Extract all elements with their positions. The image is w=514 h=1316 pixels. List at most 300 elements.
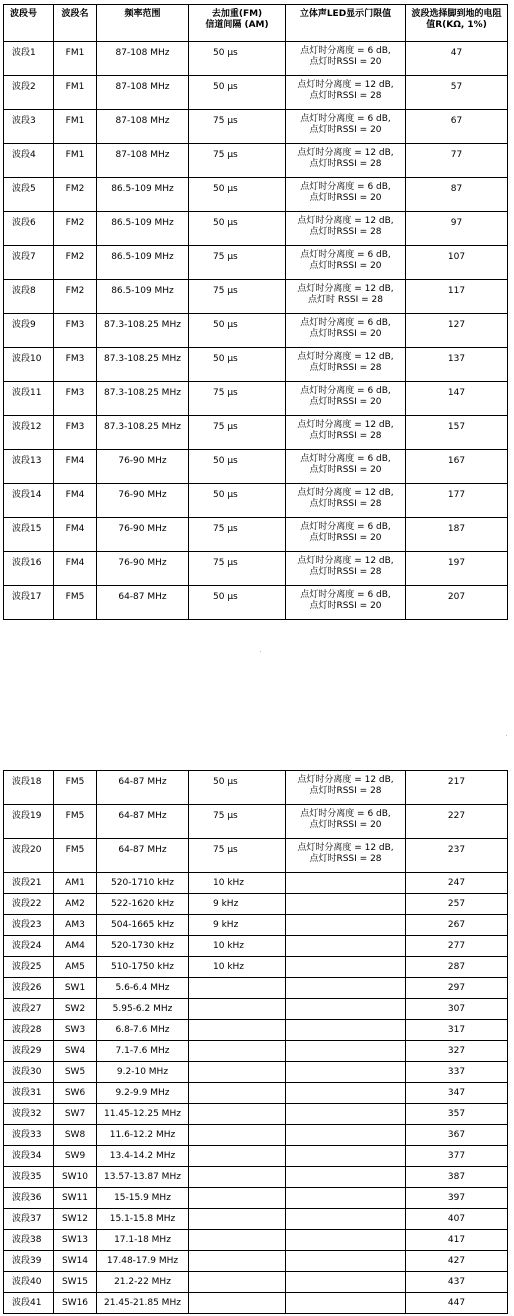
led-line2: 点灯时RSSI = 28 <box>309 567 382 577</box>
cell-band-name: SW7 <box>54 1104 97 1125</box>
cell-resistor: 77 <box>406 144 508 178</box>
cell-stereo-led <box>286 1167 406 1188</box>
table-row <box>4 518 508 552</box>
cell-band-no: 波段1 <box>4 42 54 76</box>
cell-freq-range: 87-108 MHz <box>97 42 189 76</box>
cell-resistor: 257 <box>406 894 508 915</box>
led-line1: 点灯时分离度 = 12 dB, <box>297 843 394 853</box>
cell-resistor: 127 <box>406 314 508 348</box>
cell-band-no: 波段19 <box>4 805 54 839</box>
cell-resistor: 317 <box>406 1020 508 1041</box>
cell-freq-range: 76-90 MHz <box>97 518 189 552</box>
cell-freq-range: 11.45-12.25 MHz <box>97 1104 189 1125</box>
cell-emphasis: 75 μs <box>189 144 286 178</box>
led-line2: 点灯时RSSI = 20 <box>309 193 382 203</box>
table-row <box>4 873 508 894</box>
cell-resistor: 447 <box>406 1293 508 1314</box>
cell-band-no: 波段17 <box>4 586 54 620</box>
cell-resistor: 167 <box>406 450 508 484</box>
cell-resistor: 387 <box>406 1167 508 1188</box>
led-line1: 点灯时分离度 = 6 dB, <box>300 809 391 819</box>
led-line1: 点灯时分离度 = 12 dB, <box>297 488 394 498</box>
cell-band-name: SW14 <box>54 1251 97 1272</box>
cell-freq-range: 86.5-109 MHz <box>97 280 189 314</box>
cell-emphasis <box>189 1125 286 1146</box>
table-row <box>4 894 508 915</box>
cell-band-name: FM5 <box>54 839 97 873</box>
table-row <box>4 416 508 450</box>
cell-freq-range: 9.2-9.9 MHz <box>97 1083 189 1104</box>
table-row <box>4 1293 508 1314</box>
header-emphasis-line2: 信道间隔 (AM) <box>205 20 269 30</box>
cell-band-no: 波段21 <box>4 873 54 894</box>
cell-stereo-led <box>286 42 406 76</box>
cell-resistor: 137 <box>406 348 508 382</box>
led-line2: 点灯时RSSI = 20 <box>309 533 382 543</box>
cell-resistor: 157 <box>406 416 508 450</box>
cell-emphasis: 50 μs <box>189 42 286 76</box>
cell-band-name: SW9 <box>54 1146 97 1167</box>
cell-emphasis: 75 μs <box>189 839 286 873</box>
cell-emphasis <box>189 1062 286 1083</box>
cell-stereo-led <box>286 1230 406 1251</box>
cell-emphasis <box>189 1041 286 1062</box>
cell-resistor: 217 <box>406 771 508 805</box>
led-line1: 点灯时分离度 = 6 dB, <box>300 318 391 328</box>
table-row <box>4 936 508 957</box>
cell-stereo-led <box>286 1293 406 1314</box>
cell-stereo-led <box>286 999 406 1020</box>
cell-freq-range: 87.3-108.25 MHz <box>97 416 189 450</box>
cell-freq-range: 13.4-14.2 MHz <box>97 1146 189 1167</box>
cell-resistor: 357 <box>406 1104 508 1125</box>
header-emphasis <box>189 5 286 42</box>
cell-stereo-led <box>286 314 406 348</box>
header-band-name: 波段名 <box>54 5 97 42</box>
table-row <box>4 999 508 1020</box>
cell-stereo-led <box>286 978 406 999</box>
cell-emphasis <box>189 999 286 1020</box>
cell-resistor: 377 <box>406 1146 508 1167</box>
cell-emphasis: 50 μs <box>189 586 286 620</box>
cell-resistor: 87 <box>406 178 508 212</box>
page-speck <box>506 735 507 736</box>
led-line1: 点灯时分离度 = 6 dB, <box>300 590 391 600</box>
cell-band-name: AM3 <box>54 915 97 936</box>
cell-emphasis <box>189 1272 286 1293</box>
table-row <box>4 1125 508 1146</box>
cell-emphasis <box>189 978 286 999</box>
cell-band-name: SW15 <box>54 1272 97 1293</box>
led-line2: 点灯时RSSI = 20 <box>309 601 382 611</box>
cell-band-name: SW11 <box>54 1188 97 1209</box>
cell-band-name: SW10 <box>54 1167 97 1188</box>
cell-stereo-led <box>286 936 406 957</box>
cell-freq-range: 64-87 MHz <box>97 839 189 873</box>
led-line1: 点灯时分离度 = 6 dB, <box>300 250 391 260</box>
led-line1: 点灯时分离度 = 12 dB, <box>297 80 394 90</box>
cell-emphasis <box>189 1251 286 1272</box>
page-speck <box>260 651 261 652</box>
band-table-part1 <box>3 4 508 620</box>
cell-emphasis: 75 μs <box>189 805 286 839</box>
cell-band-name: SW2 <box>54 999 97 1020</box>
led-line1: 点灯时分离度 = 12 dB, <box>297 284 394 294</box>
cell-emphasis: 9 kHz <box>189 894 286 915</box>
cell-band-no: 波段22 <box>4 894 54 915</box>
cell-band-name: FM5 <box>54 586 97 620</box>
cell-band-name: FM2 <box>54 178 97 212</box>
table-row <box>4 484 508 518</box>
cell-stereo-led <box>286 212 406 246</box>
cell-resistor: 437 <box>406 1272 508 1293</box>
table-row <box>4 957 508 978</box>
cell-freq-range: 64-87 MHz <box>97 771 189 805</box>
cell-resistor: 267 <box>406 915 508 936</box>
led-line1: 点灯时分离度 = 12 dB, <box>297 420 394 430</box>
cell-resistor: 177 <box>406 484 508 518</box>
header-resistor-line1: 波段选择脚到地的电阻 <box>411 9 502 19</box>
cell-freq-range: 17.1-18 MHz <box>97 1230 189 1251</box>
cell-band-no: 波段5 <box>4 178 54 212</box>
cell-stereo-led <box>286 1041 406 1062</box>
cell-stereo-led <box>286 246 406 280</box>
led-line2: 点灯时RSSI = 28 <box>309 499 382 509</box>
cell-band-no: 波段28 <box>4 1020 54 1041</box>
header-emphasis-line1: 去加重(FM) <box>211 9 263 19</box>
cell-band-name: SW8 <box>54 1125 97 1146</box>
cell-band-no: 波段3 <box>4 110 54 144</box>
cell-resistor: 117 <box>406 280 508 314</box>
table-row <box>4 314 508 348</box>
cell-stereo-led <box>286 771 406 805</box>
cell-freq-range: 13.57-13.87 MHz <box>97 1167 189 1188</box>
cell-freq-range: 520-1710 kHz <box>97 873 189 894</box>
cell-resistor: 207 <box>406 586 508 620</box>
cell-emphasis: 50 μs <box>189 484 286 518</box>
band-table-part2 <box>3 770 508 1314</box>
cell-resistor: 47 <box>406 42 508 76</box>
cell-freq-range: 87-108 MHz <box>97 110 189 144</box>
cell-band-no: 波段9 <box>4 314 54 348</box>
led-line1: 点灯时分离度 = 6 dB, <box>300 522 391 532</box>
cell-resistor: 237 <box>406 839 508 873</box>
led-line2: 点灯时RSSI = 20 <box>309 125 382 135</box>
cell-band-name: FM5 <box>54 771 97 805</box>
cell-freq-range: 510-1750 kHz <box>97 957 189 978</box>
cell-stereo-led <box>286 1146 406 1167</box>
cell-resistor: 397 <box>406 1188 508 1209</box>
cell-stereo-led <box>286 518 406 552</box>
table-row <box>4 110 508 144</box>
cell-emphasis: 75 μs <box>189 552 286 586</box>
header-resistor <box>406 5 508 42</box>
cell-resistor: 57 <box>406 76 508 110</box>
led-line2: 点灯时RSSI = 20 <box>309 820 382 830</box>
cell-resistor: 297 <box>406 978 508 999</box>
cell-band-no: 波段34 <box>4 1146 54 1167</box>
led-line2: 点灯时RSSI = 28 <box>309 227 382 237</box>
header-stereo-led: 立体声LED显示门限值 <box>286 5 406 42</box>
cell-resistor: 67 <box>406 110 508 144</box>
led-line2: 点灯时RSSI = 20 <box>309 329 382 339</box>
cell-stereo-led <box>286 894 406 915</box>
cell-resistor: 367 <box>406 1125 508 1146</box>
cell-freq-range: 7.1-7.6 MHz <box>97 1041 189 1062</box>
header-freq-range: 频率范围 <box>97 5 189 42</box>
led-line2: 点灯时 RSSI = 28 <box>308 295 383 305</box>
cell-stereo-led <box>286 805 406 839</box>
cell-emphasis: 50 μs <box>189 178 286 212</box>
cell-emphasis: 75 μs <box>189 518 286 552</box>
table-row <box>4 552 508 586</box>
table-row <box>4 144 508 178</box>
cell-band-no: 波段30 <box>4 1062 54 1083</box>
led-line1: 点灯时分离度 = 6 dB, <box>300 454 391 464</box>
table-row <box>4 1146 508 1167</box>
cell-stereo-led <box>286 957 406 978</box>
cell-band-name: AM1 <box>54 873 97 894</box>
cell-band-name: SW6 <box>54 1083 97 1104</box>
cell-band-no: 波段13 <box>4 450 54 484</box>
led-line1: 点灯时分离度 = 6 dB, <box>300 46 391 56</box>
cell-band-name: FM1 <box>54 144 97 178</box>
cell-freq-range: 522-1620 kHz <box>97 894 189 915</box>
cell-band-no: 波段32 <box>4 1104 54 1125</box>
cell-freq-range: 520-1730 kHz <box>97 936 189 957</box>
cell-emphasis: 75 μs <box>189 382 286 416</box>
table-row <box>4 450 508 484</box>
cell-resistor: 107 <box>406 246 508 280</box>
cell-freq-range: 17.48-17.9 MHz <box>97 1251 189 1272</box>
cell-emphasis <box>189 1104 286 1125</box>
table-row <box>4 1188 508 1209</box>
cell-emphasis <box>189 1188 286 1209</box>
cell-freq-range: 87-108 MHz <box>97 76 189 110</box>
cell-freq-range: 87-108 MHz <box>97 144 189 178</box>
cell-band-no: 波段29 <box>4 1041 54 1062</box>
table-row <box>4 1209 508 1230</box>
cell-band-name: FM1 <box>54 42 97 76</box>
led-line2: 点灯时RSSI = 28 <box>309 854 382 864</box>
table-row <box>4 280 508 314</box>
cell-stereo-led <box>286 1209 406 1230</box>
table-row <box>4 805 508 839</box>
led-line1: 点灯时分离度 = 12 dB, <box>297 216 394 226</box>
cell-freq-range: 87.3-108.25 MHz <box>97 348 189 382</box>
cell-resistor: 247 <box>406 873 508 894</box>
cell-band-name: AM2 <box>54 894 97 915</box>
cell-emphasis: 50 μs <box>189 212 286 246</box>
table-row <box>4 42 508 76</box>
cell-freq-range: 21.2-22 MHz <box>97 1272 189 1293</box>
cell-band-no: 波段40 <box>4 1272 54 1293</box>
cell-band-no: 波段39 <box>4 1251 54 1272</box>
table-row <box>4 246 508 280</box>
cell-resistor: 347 <box>406 1083 508 1104</box>
cell-freq-range: 5.6-6.4 MHz <box>97 978 189 999</box>
cell-freq-range: 87.3-108.25 MHz <box>97 382 189 416</box>
cell-resistor: 147 <box>406 382 508 416</box>
cell-resistor: 197 <box>406 552 508 586</box>
cell-freq-range: 9.2-10 MHz <box>97 1062 189 1083</box>
cell-band-no: 波段31 <box>4 1083 54 1104</box>
led-line2: 点灯时RSSI = 20 <box>309 465 382 475</box>
cell-band-name: FM4 <box>54 450 97 484</box>
table-row <box>4 839 508 873</box>
cell-band-name: FM2 <box>54 212 97 246</box>
cell-stereo-led <box>286 144 406 178</box>
table-row <box>4 915 508 936</box>
table-row <box>4 178 508 212</box>
led-line2: 点灯时RSSI = 20 <box>309 397 382 407</box>
cell-band-no: 波段14 <box>4 484 54 518</box>
cell-band-no: 波段25 <box>4 957 54 978</box>
table-row <box>4 771 508 805</box>
cell-band-name: FM4 <box>54 518 97 552</box>
cell-band-no: 波段2 <box>4 76 54 110</box>
cell-freq-range: 15-15.9 MHz <box>97 1188 189 1209</box>
cell-band-name: SW16 <box>54 1293 97 1314</box>
cell-band-no: 波段38 <box>4 1230 54 1251</box>
cell-stereo-led <box>286 1083 406 1104</box>
cell-band-name: FM4 <box>54 552 97 586</box>
cell-resistor: 287 <box>406 957 508 978</box>
cell-stereo-led <box>286 1251 406 1272</box>
cell-freq-range: 5.95-6.2 MHz <box>97 999 189 1020</box>
cell-stereo-led <box>286 178 406 212</box>
cell-band-name: FM3 <box>54 348 97 382</box>
led-line1: 点灯时分离度 = 12 dB, <box>297 352 394 362</box>
cell-emphasis <box>189 1209 286 1230</box>
cell-stereo-led <box>286 416 406 450</box>
table-row <box>4 1083 508 1104</box>
led-line2: 点灯时RSSI = 20 <box>309 261 382 271</box>
header-resistor-line2: 值R(KΩ, 1%) <box>426 20 487 30</box>
cell-band-name: FM2 <box>54 280 97 314</box>
cell-band-name: AM5 <box>54 957 97 978</box>
cell-stereo-led <box>286 839 406 873</box>
cell-band-no: 波段4 <box>4 144 54 178</box>
cell-band-no: 波段18 <box>4 771 54 805</box>
cell-stereo-led <box>286 1125 406 1146</box>
led-line2: 点灯时RSSI = 28 <box>309 786 382 796</box>
cell-freq-range: 86.5-109 MHz <box>97 178 189 212</box>
cell-resistor: 227 <box>406 805 508 839</box>
cell-emphasis: 75 μs <box>189 280 286 314</box>
cell-band-name: SW5 <box>54 1062 97 1083</box>
cell-emphasis: 75 μs <box>189 246 286 280</box>
cell-freq-range: 6.8-7.6 MHz <box>97 1020 189 1041</box>
cell-stereo-led <box>286 450 406 484</box>
cell-band-name: FM5 <box>54 805 97 839</box>
cell-freq-range: 21.45-21.85 MHz <box>97 1293 189 1314</box>
cell-resistor: 187 <box>406 518 508 552</box>
cell-emphasis <box>189 1083 286 1104</box>
led-line2: 点灯时RSSI = 20 <box>309 57 382 67</box>
led-line1: 点灯时分离度 = 6 dB, <box>300 114 391 124</box>
led-line1: 点灯时分离度 = 12 dB, <box>297 556 394 566</box>
cell-band-no: 波段6 <box>4 212 54 246</box>
cell-emphasis <box>189 1167 286 1188</box>
cell-band-no: 波段27 <box>4 999 54 1020</box>
cell-band-no: 波段24 <box>4 936 54 957</box>
cell-freq-range: 64-87 MHz <box>97 586 189 620</box>
cell-band-name: FM1 <box>54 110 97 144</box>
table-row <box>4 1062 508 1083</box>
table-row <box>4 1041 508 1062</box>
cell-emphasis: 75 μs <box>189 416 286 450</box>
table-row <box>4 212 508 246</box>
cell-freq-range: 86.5-109 MHz <box>97 246 189 280</box>
cell-band-no: 波段41 <box>4 1293 54 1314</box>
cell-stereo-led <box>286 110 406 144</box>
cell-stereo-led <box>286 1020 406 1041</box>
cell-band-name: FM3 <box>54 382 97 416</box>
cell-stereo-led <box>286 1104 406 1125</box>
cell-emphasis <box>189 1146 286 1167</box>
cell-band-name: SW3 <box>54 1020 97 1041</box>
cell-band-name: FM4 <box>54 484 97 518</box>
cell-emphasis: 50 μs <box>189 348 286 382</box>
cell-resistor: 327 <box>406 1041 508 1062</box>
table-row <box>4 586 508 620</box>
cell-band-name: AM4 <box>54 936 97 957</box>
cell-band-no: 波段15 <box>4 518 54 552</box>
cell-emphasis <box>189 1020 286 1041</box>
cell-resistor: 407 <box>406 1209 508 1230</box>
led-line2: 点灯时RSSI = 28 <box>309 159 382 169</box>
led-line1: 点灯时分离度 = 12 dB, <box>297 775 394 785</box>
led-line2: 点灯时RSSI = 28 <box>309 91 382 101</box>
cell-band-name: SW13 <box>54 1230 97 1251</box>
cell-resistor: 307 <box>406 999 508 1020</box>
cell-band-no: 波段26 <box>4 978 54 999</box>
cell-stereo-led <box>286 382 406 416</box>
cell-emphasis: 10 kHz <box>189 957 286 978</box>
cell-band-no: 波段7 <box>4 246 54 280</box>
cell-band-no: 波段36 <box>4 1188 54 1209</box>
led-line2: 点灯时RSSI = 28 <box>309 363 382 373</box>
cell-freq-range: 15.1-15.8 MHz <box>97 1209 189 1230</box>
cell-freq-range: 64-87 MHz <box>97 805 189 839</box>
cell-freq-range: 87.3-108.25 MHz <box>97 314 189 348</box>
cell-band-no: 波段35 <box>4 1167 54 1188</box>
cell-resistor: 97 <box>406 212 508 246</box>
cell-stereo-led <box>286 1272 406 1293</box>
cell-band-no: 波段37 <box>4 1209 54 1230</box>
cell-stereo-led <box>286 873 406 894</box>
cell-stereo-led <box>286 915 406 936</box>
cell-freq-range: 11.6-12.2 MHz <box>97 1125 189 1146</box>
table-row <box>4 76 508 110</box>
table-row <box>4 1167 508 1188</box>
cell-stereo-led <box>286 280 406 314</box>
table-row <box>4 1020 508 1041</box>
cell-stereo-led <box>286 76 406 110</box>
cell-resistor: 427 <box>406 1251 508 1272</box>
cell-resistor: 417 <box>406 1230 508 1251</box>
cell-emphasis <box>189 1230 286 1251</box>
cell-band-name: SW12 <box>54 1209 97 1230</box>
cell-stereo-led <box>286 348 406 382</box>
cell-emphasis: 50 μs <box>189 314 286 348</box>
cell-emphasis: 50 μs <box>189 771 286 805</box>
cell-band-no: 波段23 <box>4 915 54 936</box>
led-line1: 点灯时分离度 = 6 dB, <box>300 386 391 396</box>
led-line1: 点灯时分离度 = 6 dB, <box>300 182 391 192</box>
cell-band-name: FM3 <box>54 416 97 450</box>
